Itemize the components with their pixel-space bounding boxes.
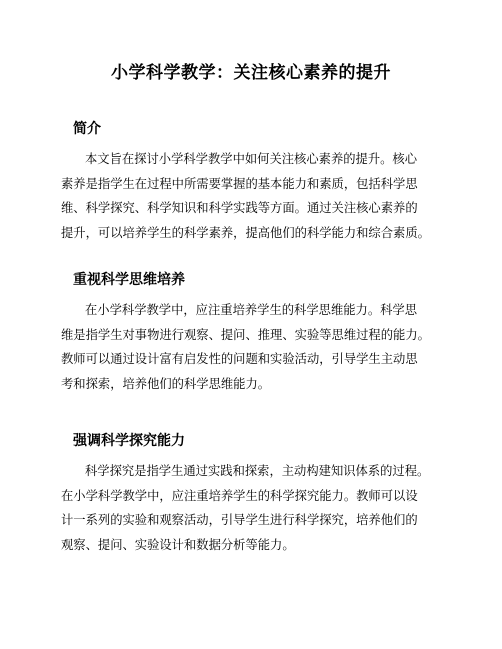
section-heading-intro: 简介 xyxy=(73,121,101,137)
paragraph-line: 在小学科学教学中，应注重培养学生的科学探究能力。教师可以设 xyxy=(61,488,418,503)
section-body-scientific-inquiry xyxy=(61,459,463,557)
document-title: 小学科学教学：关注核心素养的提升 xyxy=(111,63,391,83)
paragraph-line: 计一系列的实验和观察活动，引导学生进行科学探究，培养他们的 xyxy=(61,513,418,527)
section-intro xyxy=(61,119,463,245)
section-body-scientific-thinking xyxy=(61,298,463,396)
section-heading-scientific-inquiry: 强调科学探究能力 xyxy=(73,433,185,449)
paragraph-line: 在小学科学教学中，应注重培养学生的科学思维能力。科学思 xyxy=(85,303,418,317)
paragraph-line: 考和探索，培养他们的科学思维能力。 xyxy=(61,376,271,391)
paragraph-line: 素养是指学生在过程中所需要掌握的基本能力和素质，包括科学思 xyxy=(61,176,418,191)
paragraph-line: 科学探究是指学生通过实践和探索，主动构建知识体系的过程。 xyxy=(85,464,430,478)
section-body-intro xyxy=(61,147,463,245)
section-scientific-thinking xyxy=(61,270,463,396)
paragraph-line: 提升，可以培养学生的科学素养，提高他们的科学能力和综合素质。 xyxy=(61,225,430,240)
paragraph-line: 本文旨在探讨小学科学教学中如何关注核心素养的提升。核心 xyxy=(85,152,418,166)
section-scientific-inquiry xyxy=(61,431,463,557)
paragraph-line: 教师可以通过设计富有启发性的问题和实验活动，引导学生主动思 xyxy=(61,352,418,366)
paragraph-line: 维、科学探究、科学知识和科学实践等方面。通过关注核心素养的 xyxy=(61,201,418,215)
paragraph-line: 观察、提问、实验设计和数据分析等能力。 xyxy=(61,537,295,552)
section-heading-scientific-thinking: 重视科学思维培养 xyxy=(73,272,185,288)
paragraph-line: 维是指学生对事物进行观察、提问、推理、实验等思维过程的能力。 xyxy=(61,327,430,342)
